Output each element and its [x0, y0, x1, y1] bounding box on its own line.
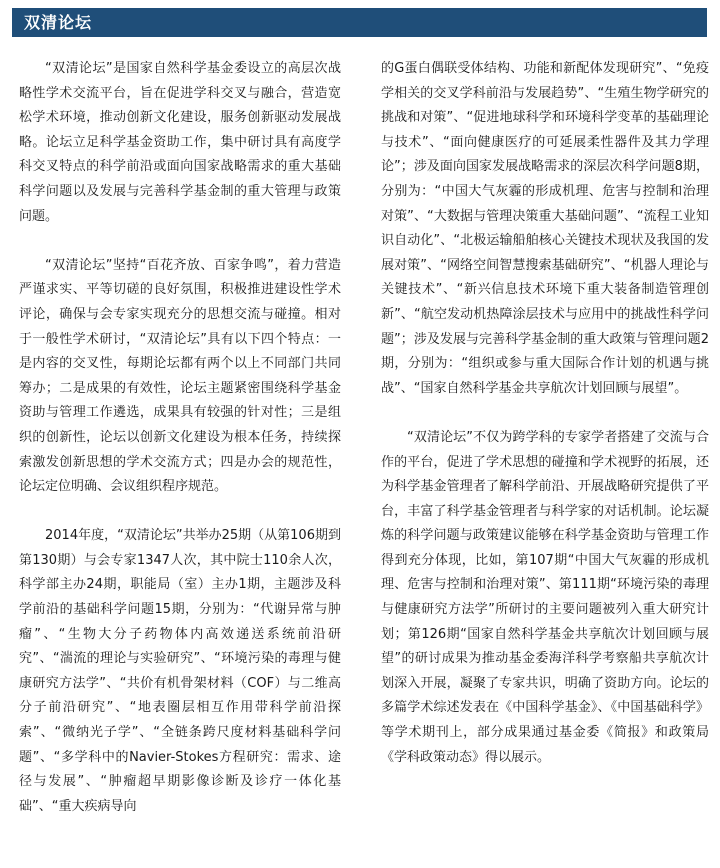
section-header-bar [12, 8, 707, 37]
right-column [381, 57, 709, 770]
paragraph-impact: “双清论坛”不仅为跨学科的专家学者搭建了交流与合作的平台，促进了学术思想的碰撞和学术视野的拓展，还为科学基金管理者了解科学前沿、开展战略研究提供了平台，丰富了科学基金管理者与科学家的对话机制。论坛凝炼的科学问题与政策建议能够在科学基金资助与管理工作得到充分体现，比如，第107期“中国大气灰霾的形成机理、危害与控制和治理对策”、第111期“环境污染的毒理与健康研究方法学”所研讨的主要问题被列入重大研究计划；第126期“国家自然科学基金共享航次计划回顾与展望”的研讨成果为推动基金委海洋科学考察船共享航次计划深入开展，凝聚了专家共识，明确了资助方向。论坛的多篇学术综述发表在《中国科学基金》、《中国基础科学》等学术期刊上，部分成果通过基金委《简报》和政策局《学科政策动态》得以展示。 [381, 429, 709, 765]
left-column [19, 57, 341, 819]
paragraph-features: “双清论坛”坚持“百花齐放、百家争鸣”，着力营造严谨求实、平等切磋的良好氛围，积极推进建设性学术评论，确保与会专家实现充分的思想交流与碰撞。相对于一般性学术研讨，“双清论坛”具有以下四个特点：一是内容的交叉性，每期论坛都有两个以上不同部门共同筹办；二是成果的有效性，论坛主题紧密围绕科学基金资助与管理工作遴选，成果具有较强的针对性；三是组织的创新性，论坛以创新文化建设为根本任务，持续探索激发创新思想的学术交流方式；四是办会的规范性，论坛定位明确、会议组织程序规范。 [19, 257, 341, 495]
section-title: 双清论坛 [24, 13, 93, 32]
paragraph-intro: “双清论坛”是国家自然科学基金委设立的高层次战略性学术交流平台，旨在促进学科交叉与融合，营造宽松学术环境，推动创新文化建设，服务创新驱动发展战略。论坛立足科学基金资助工作，集中研讨具有高度学科交叉特点的科学前沿或面向国家战略需求的重大基础科学问题以及发展与完善科学基金制的重大管理与政策问题。 [19, 61, 341, 224]
paragraph-2014-summary-continued: 的G蛋白偶联受体结构、功能和新配体发现研究”、“免疫学相关的交叉学科前沿与发展趋势”、“生殖生物学研究的挑战和对策”、“促进地球科学和环境科学变革的基础理论与技术”、“面向健康医疗的可延展柔性器件及其力学理论”；涉及面向国家发展战略需求的深层次科学问题8期，分别为：“中国大气灰霾的形成机理、危害与控制和治理对策”、“大数据与管理决策重大基础问题”、“流程工业知识自动化”、“北极运输船舶核心关键技术现状及我国的发展对策”、“网络空间智慧搜索基础研究”、“机器人理论与关键技术”、“新兴信息技术环境下重大装备制造管理创新”、“航空发动机热障涂层技术与应用中的挑战性科学问题”；涉及发展与完善科学基金制的重大政策与管理问题2期，分别为：“组织或参与重大国际合作计划的机遇与挑战”、“国家自然科学基金共享航次计划回顾与展望”。 [381, 61, 709, 396]
paragraph-2014-summary: 2014年度，“双清论坛”共举办25期（从第106期到第130期）与会专家1347人次，其中院士110余人次，科学部主办24期，职能局（室）主办1期，主题涉及科学前沿的基础科学问题15期，分别为：“代谢异常与肿瘤”、“生物大分子药物体内高效递送系统前沿研究”、“湍流的理论与实验研究”、“环境污染的毒理与健康研究方法学”、“共价有机骨架材料（COF）与二维高分子前沿研究”、“地表圈层相互作用带科学前沿探索”、“微纳光子学”、“全链条跨尺度材料基础科学问题”、“多学科中的Navier-Stokes方程研究：需求、途径与发展”、“肿瘤超早期影像诊断及诊疗一体化基础”、“重大疾病导向 [19, 528, 341, 814]
